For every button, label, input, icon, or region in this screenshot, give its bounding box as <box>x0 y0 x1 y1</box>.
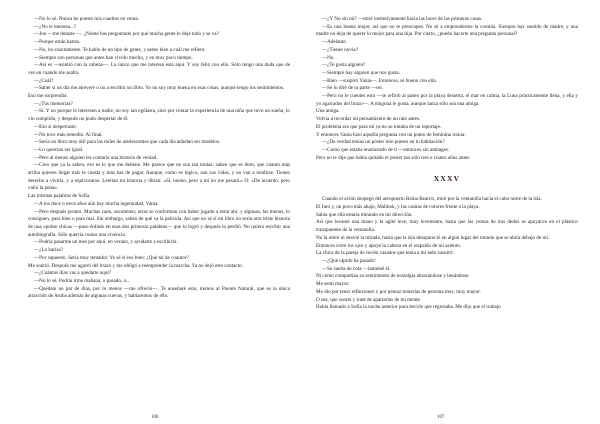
paragraph: —Por supuesto. Sería muy tentador. Yo sé si eso bien: ¿Qué tal de coautor? <box>34 254 189 261</box>
paragraph: —No, no exactamente. Te hablo de un tipo de gente, y sabes bien a cuál me refiero. <box>34 46 206 53</box>
paragraph: —No. <box>322 54 335 61</box>
paragraph: O sea, que sonreí y traté de apartarlas de mi mente. <box>316 296 422 303</box>
right-page <box>316 16 578 414</box>
paragraph: El problema era que para mí ya no se trataba de un reportaje. <box>316 123 442 130</box>
paragraph: —Pero al menos alguien les contaría una historia de verdad. <box>34 154 158 161</box>
paragraph: —¿Cuál? <box>34 77 54 84</box>
paragraph: —¿Tienes novia? <box>322 46 358 53</box>
paragraph: —Bien —suspiró Vania—. Entonces, sé bueno con ella. <box>322 77 437 84</box>
paragraph: Ni cómo compartían su sentimiento de nostalgia abrazándose y besándose. <box>316 273 470 280</box>
left-page-body <box>28 16 290 301</box>
paragraph: —Jon —me dutaste —. ¿Nome has preguntado por qué mucha gente lo deja todo y se va? <box>34 31 219 38</box>
paragraph: —Así es —asintió con la cabeza—. Lo único que me interesa está aquí. Y soy feliz con ello. Sólo tengo una duda que de vez en cuando me asalta. <box>28 62 290 76</box>
paragraph: —No lo sé. Podría irme mañana, o pasado, o... <box>34 277 130 284</box>
paragraph: —¿Cuántos días vas a quedarte aquí? <box>34 270 111 277</box>
paragraph: —Es una buena mujer, así que no te preocupes. No sé a emprenderme la comida. Siempre hay sentido de madre, y una madre no deja de querer lo mejor para una hija. Por cierto, ¿puedo hacerte una pregunta personal? <box>316 23 578 38</box>
paragraph: —¿De verdad tenías un póster mío puesto en tu habitación? <box>322 139 445 146</box>
paragraph: —Pero después pronto. Muchas caen, sucumben; otras se conforman con haber jugado a estar ahí, y algunas, las menos, lo consiguen, para bien o para mal. Sin embargo, saben de qué va la película. Así que no sé si mi libro no sería otra triste historia de una «pobre chica» —puso énfasis en esas dos primeras palabras— que lo logró y después lo perdió. No quiero escribir una autobiografía. Sólo querría contar una vivencia. <box>28 208 290 238</box>
paragraph: —Podría pasarme un mes por aquí, en verano, y ayudarte a escribirlo. <box>34 239 178 246</box>
paragraph: —¿No te interesa...? <box>34 23 77 30</box>
paragraph: —Siempre hay alguien que nos gusta. <box>322 69 400 76</box>
paragraph: —Como que estaba enamorado de ti —entonces sin ambages. <box>322 146 450 153</box>
paragraph: —Saber si un día me atreveré o no a escribir un libro. Yo no soy muy buena en esas cosas, aunque tengo los sentimientos. <box>34 85 285 92</box>
paragraph: —Se suelta de cola —lamenté él. <box>322 265 391 272</box>
paragraph: —¿Qué rápido ha pasado! <box>322 257 376 264</box>
paragraph: —No tuve más remedio. Al final. <box>34 131 103 138</box>
paragraph: Una amiga. <box>316 108 340 115</box>
paragraph: —¿Tus memorias? <box>34 100 73 107</box>
right-page-bottom-text <box>316 196 578 312</box>
paragraph: —Sería un libro muy útil para las miles de adolescentes que cada día anhelan ser modelos. <box>34 139 221 146</box>
right-page-top-text <box>316 16 578 162</box>
paragraph: Así que levanté una mano y la agité leve, muy levemente, hasta que las yemas de mis dedos se apoyaron en el plástico transparente de la ventanilla. <box>316 219 578 234</box>
paragraph: —¿Te gusta alguien? <box>322 62 366 69</box>
paragraph: Eso me sorprendió. <box>28 93 68 100</box>
paragraph: La chica de la pareja de recién casados que tenía a mi lado susurró: <box>316 250 455 257</box>
paragraph: —Sí. Y no porque le interesen a nadie, no soy tan ególatra, sino por contar la experiencia de una niña que tuvo un sueño, lo vio cumplido, y después no pudo despertar de él. <box>28 108 290 123</box>
paragraph: —Lo querrían ser igual. <box>34 146 84 153</box>
page-number-right: 107 <box>437 415 445 420</box>
paragraph: —Creo que ya la saben, eso es lo que me detiene. Me parece que no son tan tontas; saben que es duro, que cuanto más arriba quieres llegar más te cuesta y más has de pagar. Aunque, como es lógico, son sus vidas, y no van a rendirse. Tienen derecho a vivirla, y a equivocarse. Leerían mi historia y dirían: «Sí, bueno, pero a mí no me pasará.» O: «De acuerdo, pero valió la pena». <box>28 162 290 192</box>
paragraph: —Porque están hartos. <box>34 39 81 46</box>
paragraph: —Siempre son personas que antes han vivido mucho, y en muy poco tiempo. <box>34 54 193 61</box>
paragraph: —¿Lo harías? <box>34 247 63 254</box>
paragraph: —¿Y No sin mí? —miré instintivamente hacia las luces de las primeras casas. <box>322 16 483 22</box>
chapter-heading: XXXV <box>433 174 461 184</box>
paragraph: —A los doce o trece años aún hay mucha ingenuidad, Vania. <box>34 200 159 207</box>
paragraph: —Pero no le cuentes esto —se refirió al paseo por la playa desierta, el mar en calma, la Luna prácticamente llena, y ella y yo agarrados del brazo—. A ninguna le gusta, aunque lanza sólo sea una amiga. <box>316 93 578 107</box>
paragraph: —Se lo diré de tu parte —reí. <box>322 85 383 92</box>
paragraph: Había llamado a Sofía la noche anterior para decirle que regresaba. Me dijo que el trabajo <box>316 304 501 311</box>
paragraph: Pero no le dije que había quitado el póster tan sólo tres o cuatro años antes. <box>316 154 471 161</box>
paragraph: Me sonrió. Después me agarró del brazo y me obligó a reemprender la marcha. Ya no dejó este contacto. <box>28 262 243 269</box>
paragraph: —Quédate un par de días, por lo menos —me ofreció—. Te enseñaré esto, iremos al Puente Natural, que es la única atracción de Aruba además de algunas cuevas, y hablaremos de ello. <box>28 285 290 300</box>
paragraph: Sabía que ella estaría mirando en mi dirección. <box>316 211 413 218</box>
paragraph: Volvía a recordar mi pensamiento de un rato antes. <box>316 116 421 123</box>
paragraph: —No lo sé. Nunca he puesto mis cuadros en venta. <box>34 16 139 22</box>
paragraph: No la retiré ni desvié la mirada, hasta que la isla desapareció en algún lugar del mundo que se abría debajo de mí. <box>316 234 550 241</box>
paragraph: Y entonces Vania hizo aquella pregunta con un punto de feminina ironía: <box>316 131 466 138</box>
paragraph: Las mismas palabras de Sofía. <box>28 193 91 200</box>
left-page <box>28 16 290 414</box>
paragraph: Me sentí mayor. <box>316 281 350 288</box>
paragraph: El faro y, un poco más abajo, Malmok, y las casitas de colores frente a la playa. <box>316 204 480 211</box>
paragraph: Entonces cerré los ojos y apoyé la cabeza en el respaldo de mi asiento. <box>316 242 462 249</box>
paragraph: —Eso si despertaste. <box>34 123 77 130</box>
paragraph: Cuando el avión despegó del aeropuerto Reina Beatrix, miré por la ventanilla hacia el cabo norte de la isla. <box>322 196 542 203</box>
paragraph: Me dio por tener reflexiones y por pensar tonterías de persona muy, muy mayor. <box>316 288 481 295</box>
paragraph: —Adelante. <box>322 39 347 46</box>
page-number-left: 106 <box>151 415 159 420</box>
